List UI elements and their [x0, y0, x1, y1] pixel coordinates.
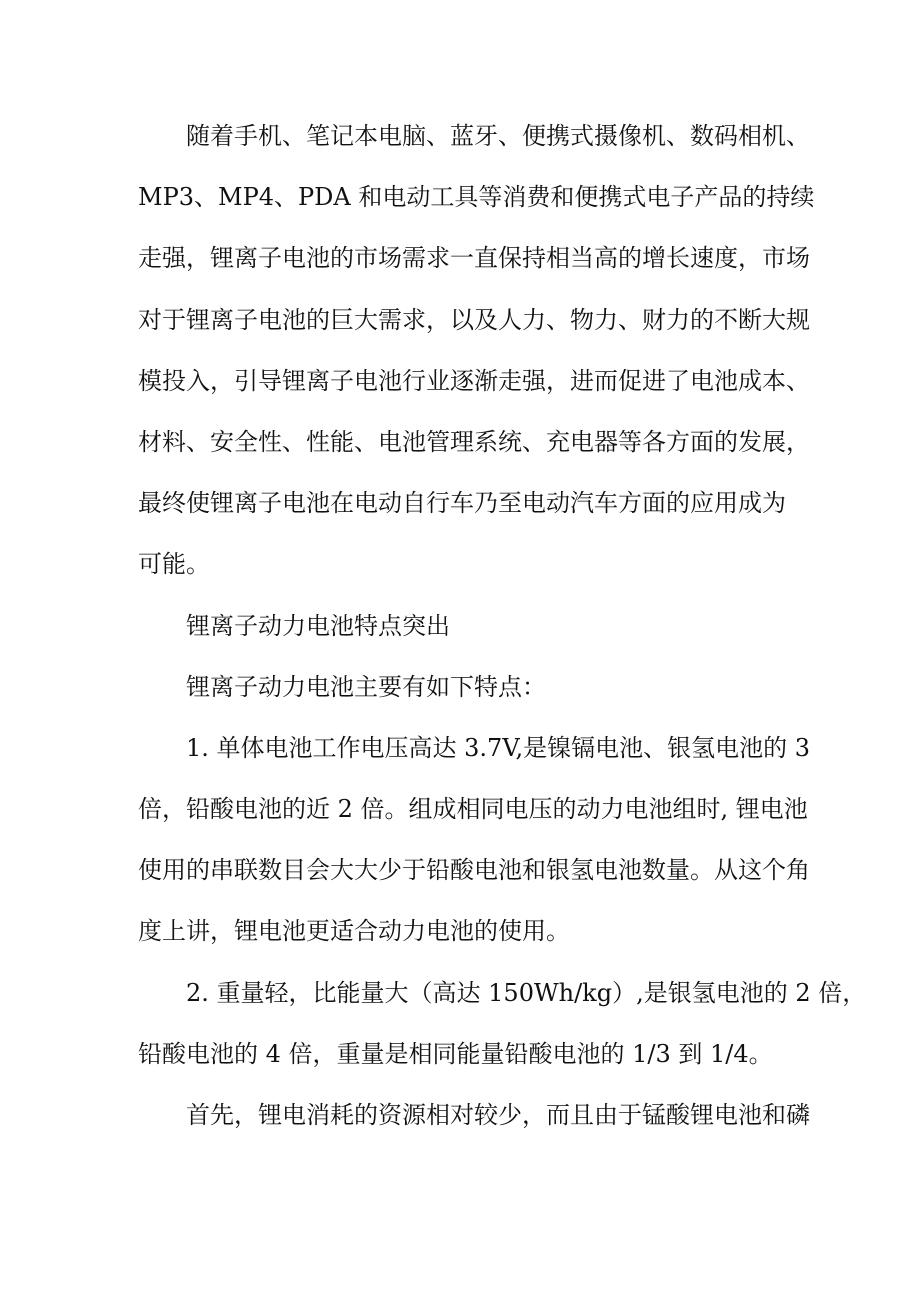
- document-body: [138, 106, 867, 1146]
- paragraph-line: 模投入，引导锂离子电池行业逐渐走强，进而促进了电池成本、: [138, 366, 810, 395]
- paragraph-line: 可能。: [138, 550, 210, 579]
- paragraph-line: 材料、安全性、性能、电池管理系统、充电器等各方面的发展，: [138, 427, 810, 456]
- paragraph-line: MP3、MP4、PDA 和电动工具等消费和便携式电子产品的持续: [138, 183, 815, 212]
- section-heading: 锂离子动力电池特点突出: [186, 611, 450, 640]
- list-item-line: 使用的串联数目会大大少于铅酸电池和银氢电池数量。从这个角: [138, 856, 810, 885]
- list-item-line: 度上讲，锂电池更适合动力电池的使用。: [138, 917, 570, 946]
- paragraph-line: 锂离子动力电池主要有如下特点：: [186, 672, 546, 701]
- paragraph-line: 对于锂离子电池的巨大需求，以及人力、物力、财力的不断大规: [138, 305, 810, 334]
- list-item-line: 倍，铅酸电池的近 2 倍。组成相同电压的动力电池组时, 锂电池: [138, 795, 808, 824]
- list-item-line: 铅酸电池的 4 倍，重量是相同能量铅酸电池的 1/3 到 1/4。: [138, 1039, 773, 1068]
- list-item-line: 2. 重量轻，比能量大（高达 150Wh/kg）,是银氢电池的 2 倍，: [186, 978, 867, 1007]
- paragraph-line: 走强，锂离子电池的市场需求一直保持相当高的增长速度，市场: [138, 244, 810, 273]
- list-item-line: 1. 单体电池工作电压高达 3.7V,是镍镉电池、银氢电池的 3: [186, 733, 810, 762]
- paragraph-line: 最终使锂离子电池在电动自行车乃至电动汽车方面的应用成为: [138, 489, 786, 518]
- paragraph-line: 首先，锂电消耗的资源相对较少，而且由于锰酸锂电池和磷: [186, 1101, 810, 1129]
- paragraph-line: 随着手机、笔记本电脑、蓝牙、便携式摄像机、数码相机、: [186, 122, 810, 150]
